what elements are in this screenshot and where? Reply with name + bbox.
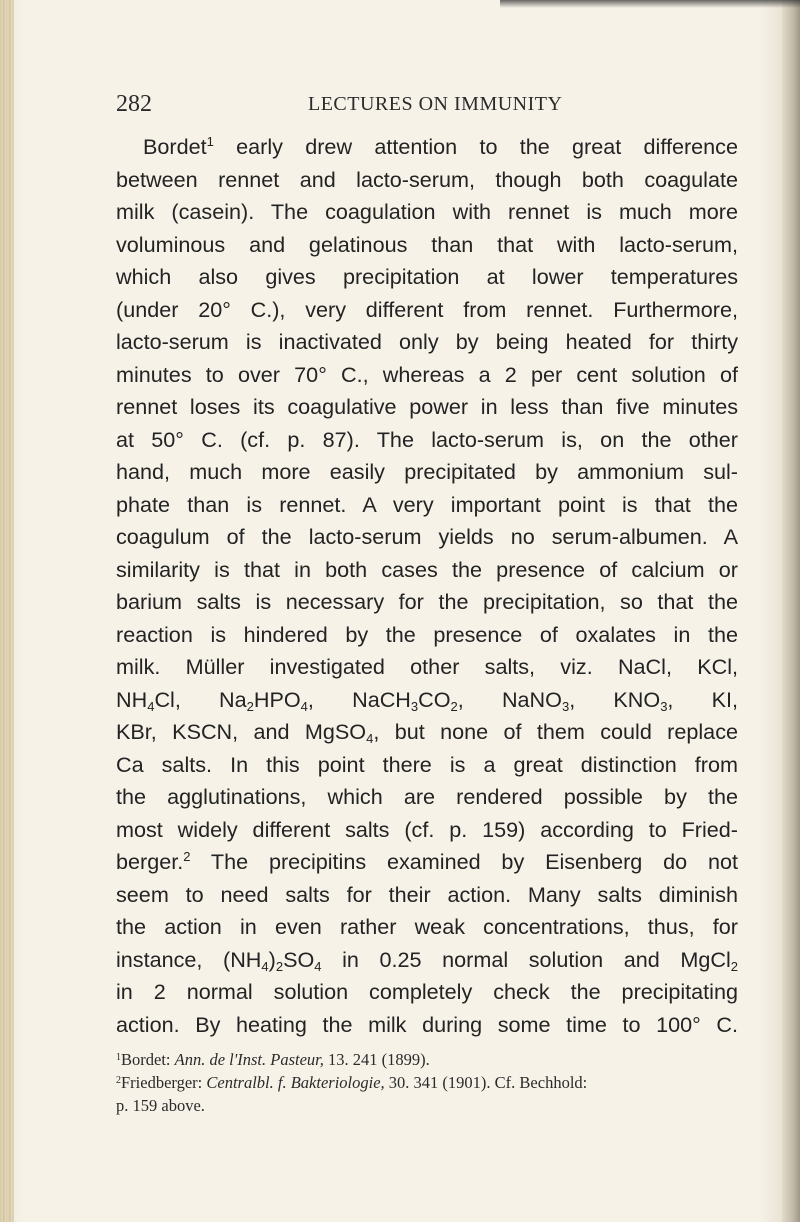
text-line: lacto-serum is inactivated only by being heated for thirty [116, 329, 738, 354]
page-number: 282 [116, 91, 152, 117]
page-header [116, 91, 756, 121]
text-line: KBr, KSCN, and MgSO$_4$, but none of them could replace [116, 719, 739, 746]
footnote-2-continued: p. 159 above. [116, 1096, 205, 1115]
text-line: phate than is rennet. A very important point is that the [116, 491, 738, 517]
text-line: reaction is hindered by the presence of oxalates in the [116, 621, 738, 647]
page-edge-top [500, 0, 800, 8]
footnote-ref: 2 [183, 849, 191, 864]
text-line: between rennet and lacto-serum, though both coagulate [116, 166, 738, 192]
text-line: which also gives precipitation at lower temperatures [116, 264, 738, 289]
text-line: action. By heating the milk during some time to 100° C. [116, 1011, 738, 1037]
text-line: (under 20° C.), very different from rennet. Furthermore, [116, 296, 738, 322]
text-line: similarity is that in both cases the presence of calcium or [116, 556, 738, 582]
body-paragraph [116, 131, 738, 1041]
text-line: coagulum of the lacto-serum yields no serum-albumen. A [116, 524, 738, 549]
text-line: Ca salts. In this point there is a great distinction from [116, 751, 738, 777]
text-line: rennet loses its coagulative power in less than five minutes [116, 394, 738, 419]
text-line: the agglutinations, which are rendered possible by the [116, 784, 738, 809]
text-line: milk. Müller investigated other salts, viz. NaCl, KCl, [116, 654, 738, 679]
footnote-ref: 1 [206, 134, 214, 149]
text-line: milk (casein). The coagulation with rennet is much more [116, 199, 738, 224]
footnote-2: $^2$Friedberger: Centralbl. f. Bakteriologie, 30. 341 (1901). Cf. Bechhold: [116, 1073, 588, 1092]
page-edge-right [782, 0, 800, 1222]
page-edge-left [0, 0, 14, 1222]
text-line: in 2 normal solution completely check the precipitating [116, 979, 738, 1004]
text-line: seem to need salts for their action. Many salts diminish [116, 881, 738, 907]
text-line: berger.$^2$ The precipitins examined by Eisenberg do not [116, 849, 738, 874]
text-line: most widely different salts (cf. p. 159) according to Fried- [116, 816, 738, 842]
text-line-formulas: $NH_4Cl$, $Na_2HPO_4$, $NaCH_3CO_2$, NaNO$_3$, $KNO_3$, KI, [116, 686, 739, 714]
text-line: minutes to over 70° C., whereas a 2 per cent solution of [116, 361, 738, 387]
running-head: LECTURES ON IMMUNITY [308, 93, 563, 115]
footnotes [116, 1048, 738, 1117]
text-line: voluminous and gelatinous than that with lacto-serum, [116, 231, 738, 257]
text-line: instance, $(NH_4)_2SO_4$ in 0.25 normal solution and MgCl$_2$ [116, 946, 738, 974]
text-line: at 50° C. (cf. p. 87). The lacto-serum is, on the other [116, 426, 738, 452]
text-line: the action in even rather weak concentrations, thus, for [116, 914, 738, 939]
text-line: Bordet$^1$ early drew attention to the great difference [143, 134, 738, 159]
text-line: barium salts is necessary for the precipitation, so that the [116, 589, 738, 614]
text-line: hand, much more easily precipitated by ammonium sul- [116, 459, 738, 484]
footnote-1: $^1$Bordet: Ann. de l'Inst. Pasteur, 13. 241 (1899). [116, 1050, 430, 1069]
